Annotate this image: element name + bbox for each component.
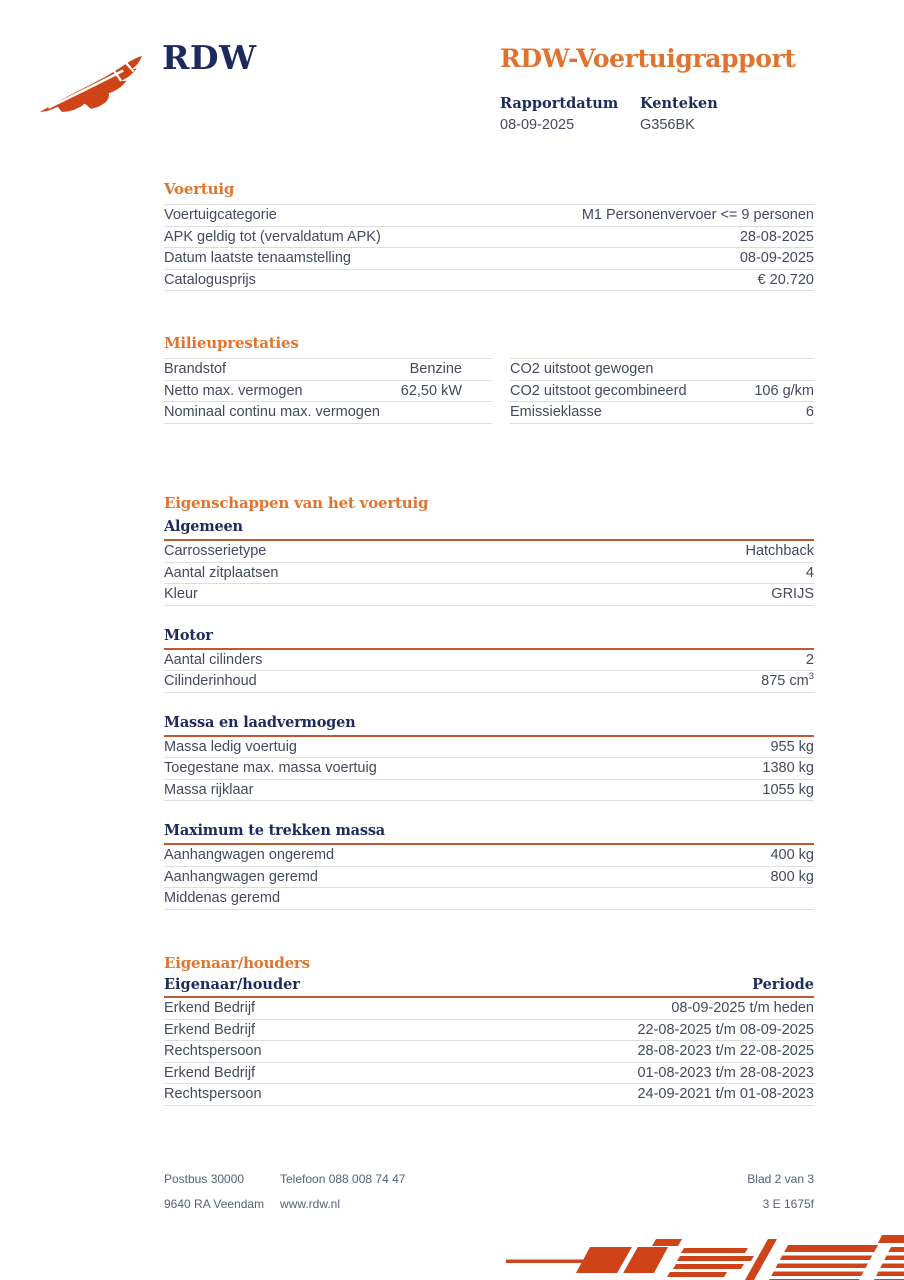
table-row [164, 584, 814, 606]
table-row [164, 845, 814, 867]
footer-phone: Telefoon 088 008 74 47 [280, 1171, 406, 1186]
table-row [164, 1041, 814, 1063]
row-label: Voertuigcategorie [164, 207, 277, 224]
milieu-left-column [164, 358, 492, 424]
table-row [164, 998, 814, 1020]
row-value-text: 875 cm [761, 673, 809, 690]
table-row [164, 1063, 814, 1085]
row-value: 62,50 kW [400, 382, 462, 399]
row-value: 400 kg [770, 847, 814, 864]
report-date-label: Rapportdatum [500, 95, 619, 112]
row-label: Emissieklasse [510, 404, 602, 421]
table-row [164, 359, 492, 381]
row-label: Rechtspersoon [164, 1043, 262, 1060]
column-header-periode: Periode [752, 976, 814, 993]
report-meta [500, 95, 780, 133]
subsection-motor-title: Motor [164, 627, 814, 650]
kenteken-label: Kenteken [640, 95, 718, 112]
footer-website: www.rdw.nl [280, 1196, 341, 1211]
kenteken-value: G356BK [640, 117, 695, 133]
table-row [164, 650, 814, 672]
row-value: M1 Personenvervoer <= 9 personen [581, 207, 814, 224]
report-date-block [500, 95, 640, 133]
row-label: Toegestane max. massa voertuig [164, 760, 377, 777]
row-value: GRIJS [771, 586, 814, 603]
row-value [761, 673, 814, 689]
row-label: Brandstof [164, 361, 227, 378]
massa-table [164, 737, 814, 802]
row-value: 2 [805, 651, 814, 668]
row-value: Hatchback [745, 543, 814, 560]
row-label: Nominaal continu max. vermogen [164, 404, 380, 421]
footer-row [164, 1191, 814, 1216]
row-value: 28-08-2023 t/m 22-08-2025 [637, 1043, 814, 1060]
row-label: Aanhangwagen ongeremd [164, 847, 335, 864]
subsection-algemeen [164, 518, 814, 606]
table-row [164, 248, 814, 270]
footer-page-number: Blad 2 van 3 [747, 1171, 814, 1186]
row-value: Benzine [409, 361, 462, 378]
voertuig-table [164, 204, 814, 291]
table-row [164, 888, 814, 910]
subsection-motor [164, 627, 814, 693]
table-row [164, 780, 814, 802]
section-eigenaar-title: Eigenaar/houders [164, 954, 310, 972]
row-value: 01-08-2023 t/m 28-08-2023 [637, 1064, 814, 1081]
column-header-eigenaar: Eigenaar/houder [164, 976, 300, 993]
row-label: Middenas geremd [164, 890, 281, 907]
subsection-massa [164, 714, 814, 802]
row-label: Massa ledig voertuig [164, 738, 297, 755]
row-value: 955 kg [770, 738, 814, 755]
row-value: 6 [805, 404, 814, 421]
row-label: Datum laatste tenaamstelling [164, 250, 351, 267]
report-date-value: 08-09-2025 [500, 117, 575, 133]
table-row [510, 359, 814, 381]
table-row [164, 381, 492, 403]
row-value: 1380 kg [762, 760, 814, 777]
subsection-trekken-title: Maximum te trekken massa [164, 822, 814, 845]
row-label: CO2 uitstoot gecombineerd [510, 382, 687, 399]
row-label: Erkend Bedrijf [164, 1000, 256, 1017]
table-row [164, 671, 814, 693]
algemeen-table [164, 541, 814, 606]
footer-city: 9640 RA Veendam [164, 1196, 265, 1211]
row-value: 1055 kg [762, 781, 814, 798]
row-label: Erkend Bedrijf [164, 1021, 256, 1038]
row-label: Aanhangwagen geremd [164, 868, 318, 885]
table-row [164, 270, 814, 292]
rdw-logo-swoosh-icon [38, 56, 144, 114]
table-row [164, 1084, 814, 1106]
row-label: Catalogusprijs [164, 271, 256, 288]
trekken-table [164, 845, 814, 910]
section-eigenschappen [164, 494, 814, 910]
row-label: Kleur [164, 586, 198, 603]
section-voertuig-title: Voertuig [164, 180, 235, 198]
row-value: 22-08-2025 t/m 08-09-2025 [637, 1021, 814, 1038]
table-row [164, 758, 814, 780]
table-row [164, 737, 814, 759]
section-voertuig [164, 180, 814, 291]
row-value: 4 [805, 564, 814, 581]
row-label: CO2 uitstoot gewogen [510, 361, 654, 378]
footer-doc-code: 3 E 1675f [762, 1196, 814, 1211]
section-milieuprestaties-title: Milieuprestaties [164, 334, 299, 352]
table-row [164, 867, 814, 889]
milieu-right-column [510, 358, 814, 424]
section-eigenaar [164, 954, 814, 1106]
subsection-massa-title: Massa en laadvermogen [164, 714, 814, 737]
kenteken-block [640, 95, 780, 133]
row-value: 08-09-2025 t/m heden [671, 1000, 814, 1017]
row-value: 106 g/km [754, 382, 814, 399]
row-value: 08-09-2025 [739, 250, 814, 267]
row-value-superscript: 3 [808, 671, 814, 683]
row-label: Massa rijklaar [164, 781, 254, 798]
row-label: Rechtspersoon [164, 1086, 262, 1103]
subsection-algemeen-title: Algemeen [164, 518, 814, 541]
page-title: RDW-Voertuigrapport [500, 44, 796, 73]
table-row [510, 402, 814, 424]
subsection-trekken [164, 822, 814, 910]
page-footer [164, 1166, 814, 1216]
eigenaar-table [164, 998, 814, 1106]
row-value: 24-09-2021 t/m 01-08-2023 [637, 1086, 814, 1103]
row-label: Cilinderinhoud [164, 673, 257, 690]
row-value: € 20.720 [757, 271, 814, 288]
section-eigenschappen-title: Eigenschappen van het voertuig [164, 494, 429, 512]
eigenaar-table-header [164, 978, 814, 998]
table-row [164, 227, 814, 249]
rdw-wordmark: RDW [162, 38, 257, 77]
motor-table [164, 650, 814, 693]
row-label: Aantal cilinders [164, 651, 263, 668]
row-label: Carrosserietype [164, 543, 267, 560]
footer-row [164, 1166, 814, 1191]
table-row [164, 563, 814, 585]
table-row [164, 402, 492, 424]
row-label: Aantal zitplaatsen [164, 564, 279, 581]
section-milieuprestaties [164, 334, 814, 424]
rdw-footer-stripes-graphic [506, 1233, 904, 1280]
table-row [164, 1020, 814, 1042]
table-row [164, 541, 814, 563]
row-value: 800 kg [770, 868, 814, 885]
row-label: APK geldig tot (vervaldatum APK) [164, 228, 381, 245]
footer-postbus: Postbus 30000 [164, 1171, 245, 1186]
row-label: Erkend Bedrijf [164, 1064, 256, 1081]
row-label: Netto max. vermogen [164, 382, 303, 399]
row-value: 28-08-2025 [739, 228, 814, 245]
table-row [164, 205, 814, 227]
milieu-table [164, 358, 814, 424]
table-row [510, 381, 814, 403]
